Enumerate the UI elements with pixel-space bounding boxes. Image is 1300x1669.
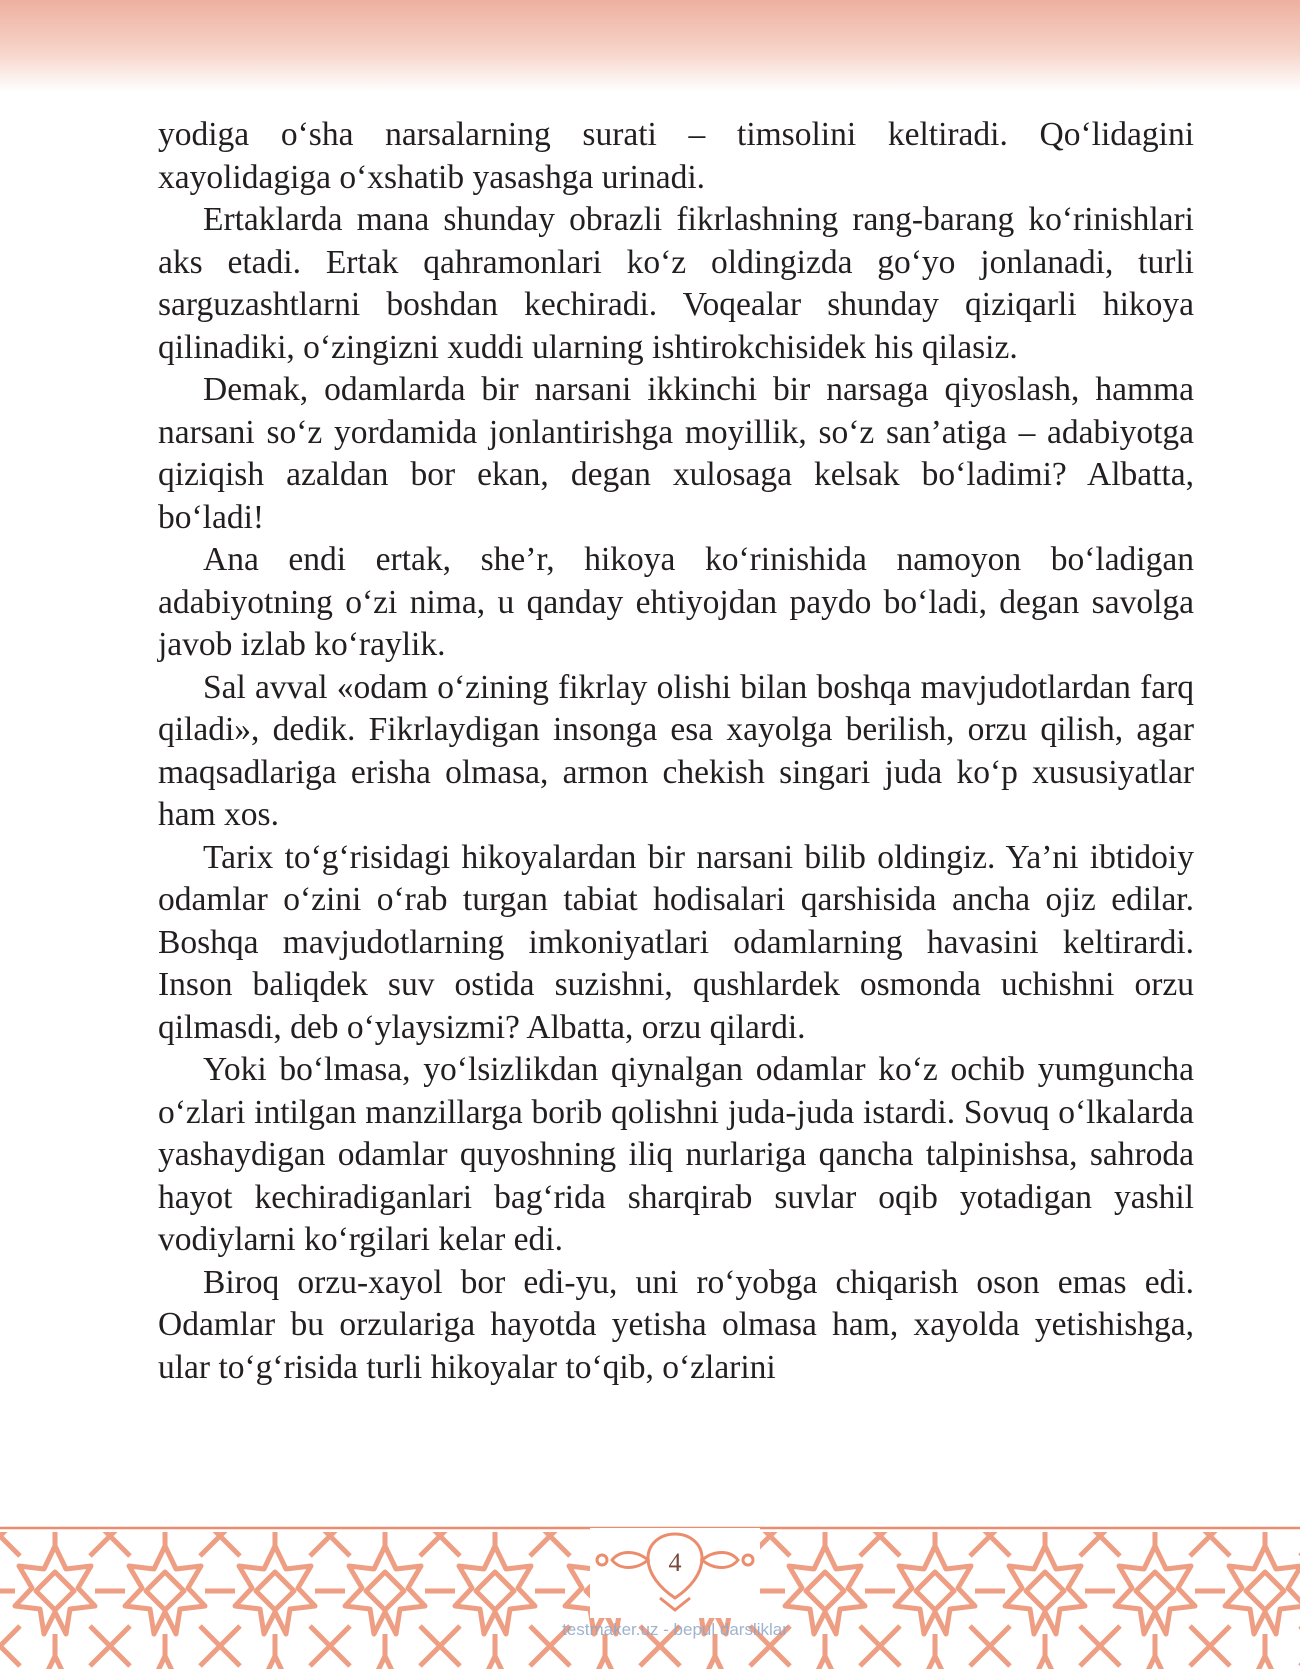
paragraph-3: Demak, odamlarda bir narsani ikkinchi bir narsaga qiyoslash, hamma narsani so‘z yordamida jonlantirishga moyillik, so‘z san’atiga – adabiyotga qiziqish azaldan bor ekan, degan xulosaga kelsak bo‘ladimi? Albatta, bo‘ladi! (158, 371, 1194, 536)
paragraph-5: Sal avval «odam o‘zining fikrlay olishi bilan boshqa mavjudotlardan farq qiladi», dedik. Fikrlaydigan insonga esa xayolga berilish, orzu qilish, agar maqsadlariga erisha olmasa, armon chekish singari juda ko‘p xususiyatlar ham xos. (158, 668, 1194, 833)
paragraph-7: Yoki bo‘lmasa, yo‘lsizlikdan qiynalgan odamlar ko‘z ochib yumguncha o‘zlari intilgan manzillarga borib qolishni juda-juda istardi. Sovuq o‘lkalarda yashaydigan odamlar quyoshning iliq nurlariga qancha talpinishsa, sahroda hayot kechiradiganlari bag‘rida sharqirab suvlar oqib yotadigan yashil vodiylarni ko‘rgilari kelar edi. (158, 1051, 1194, 1258)
header-band (0, 0, 1300, 92)
page-body (158, 114, 1194, 1389)
page-number: 4 (668, 1548, 682, 1577)
paragraph-8: Biroq orzu-xayol bor edi-yu, uni ro‘yobga chiqarish oson emas edi. Odamlar bu orzulariga hayotda yetisha olmasa ham, xayolda yetishishga, ular to‘g‘risida turli hikoyalar to‘qib, o‘zlarini (158, 1263, 1194, 1386)
paragraph-4: Ana endi ertak, she’r, hikoya ko‘rinishida namoyon bo‘ladigan adabiyotning o‘zi nima, u qanday ehtiyojdan paydo bo‘ladi, degan savolga javob izlab ko‘raylik. (158, 541, 1194, 663)
watermark-text[interactable]: testmaker.uz - bepul darsliklar (562, 1620, 788, 1639)
footer-ornament (0, 1526, 1300, 1669)
paragraph-1: yodiga o‘sha narsalarning surati – timsolini keltiradi. Qo‘lidagini xayolidagiga o‘xshatib yasashga urinadi. (158, 116, 1194, 196)
paragraph-2: Ertaklarda mana shunday obrazli fikrlashning rang-barang ko‘rinishlari aks etadi. Ertak qahramonlari ko‘z oldingizda go‘yo jonlanadi, turli sarguzashtlarni boshdan kechiradi. Voqealar shunday qiziqarli hikoya qilinadiki, o‘zingizni xuddi ularning ishtirokchisidek his qilasiz. (158, 201, 1194, 366)
paragraph-6: Tarix to‘g‘risidagi hikoyalardan bir narsani bilib oldingiz. Ya’ni ibtidoiy odamlar o‘zini o‘rab turgan tabiat hodisalari qarshisida ancha ojiz edilar. Boshqa mavjudotlarning imkoniyatlari odamlarning havasini keltirardi. Inson baliqdek suv ostida suzishni, qushlardek osmonda uchishni orzu qilmasdi, deb o‘ylaysizmi? Albatta, orzu qilardi. (158, 838, 1194, 1046)
